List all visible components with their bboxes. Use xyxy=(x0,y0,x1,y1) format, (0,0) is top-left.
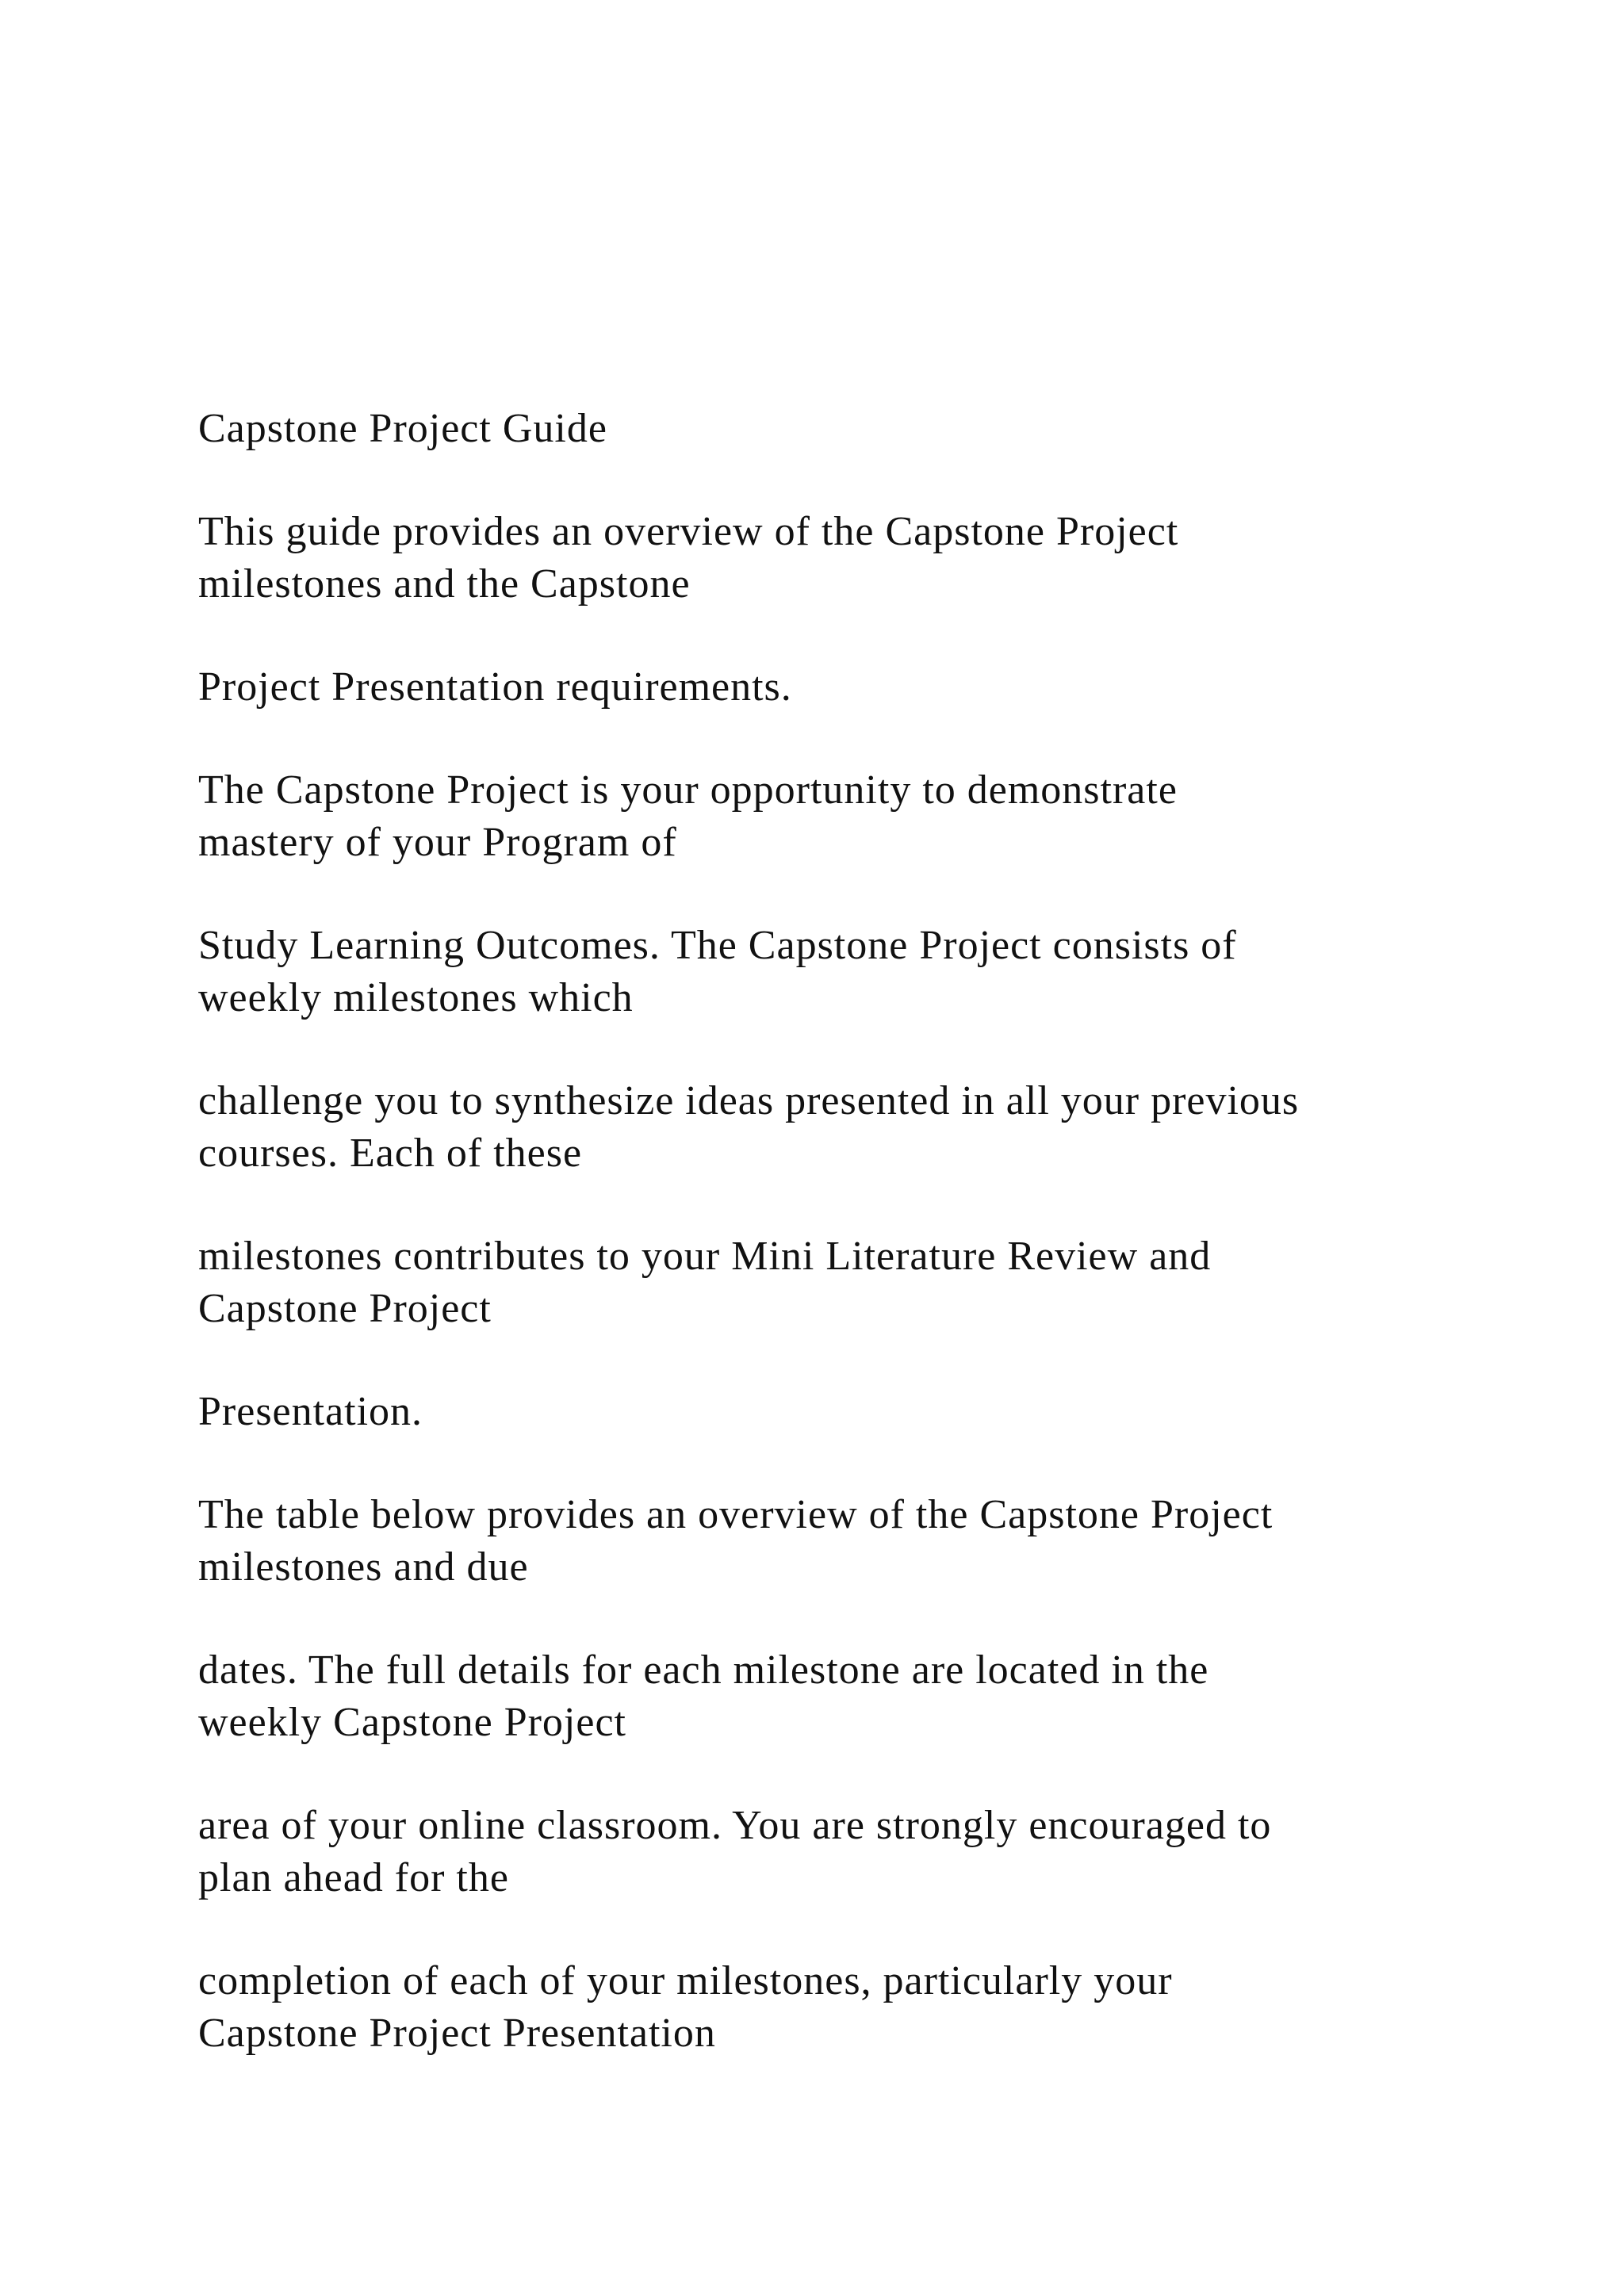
paragraph-line: weekly Capstone Project xyxy=(198,1700,626,1745)
paragraph-6 xyxy=(198,1230,1546,1335)
paragraph-line: dates. The full details for each milestone are located in the xyxy=(198,1647,1209,1693)
paragraph-line: Study Learning Outcomes. The Capstone Project consists of xyxy=(198,923,1237,968)
document-title: Capstone Project Guide xyxy=(198,406,607,451)
paragraph-9 xyxy=(198,1644,1546,1749)
paragraph-line: weekly milestones which xyxy=(198,975,634,1020)
paragraph-line: Capstone Project Presentation xyxy=(198,2011,716,2056)
paragraph-11 xyxy=(198,1955,1546,2060)
paragraph-line: The Capstone Project is your opportunity to demonstrate xyxy=(198,767,1178,813)
paragraph-7 xyxy=(198,1386,1546,1438)
paragraph-10 xyxy=(198,1800,1546,1904)
paragraph-3 xyxy=(198,764,1546,869)
paragraph-4 xyxy=(198,920,1546,1024)
paragraph-line: milestones and due xyxy=(198,1544,529,1590)
paragraph-line: Presentation. xyxy=(198,1389,423,1434)
paragraph-8 xyxy=(198,1489,1546,1594)
paragraph-line: milestones contributes to your Mini Literature Review and xyxy=(198,1234,1212,1279)
paragraph-line: area of your online classroom. You are strongly encouraged to xyxy=(198,1803,1272,1848)
paragraph-line: challenge you to synthesize ideas presented in all your previous xyxy=(198,1078,1300,1123)
paragraph-line: Project Presentation requirements. xyxy=(198,664,792,710)
paragraph-5 xyxy=(198,1075,1546,1180)
paragraph-line: Capstone Project xyxy=(198,1286,492,1331)
paragraph-1 xyxy=(198,506,1546,610)
paragraph-2 xyxy=(198,661,1546,714)
paragraph-line: This guide provides an overview of the Capstone Project xyxy=(198,509,1179,554)
paragraph-line: milestones and the Capstone xyxy=(198,561,691,607)
paragraph-line: courses. Each of these xyxy=(198,1131,583,1176)
paragraph-line: plan ahead for the xyxy=(198,1855,509,1900)
paragraph-line: completion of each of your milestones, particularly your xyxy=(198,1958,1173,2003)
document-body xyxy=(198,403,1546,2110)
paragraph-line: mastery of your Program of xyxy=(198,820,677,865)
paragraph-line: The table below provides an overview of the Capstone Project xyxy=(198,1492,1274,1537)
